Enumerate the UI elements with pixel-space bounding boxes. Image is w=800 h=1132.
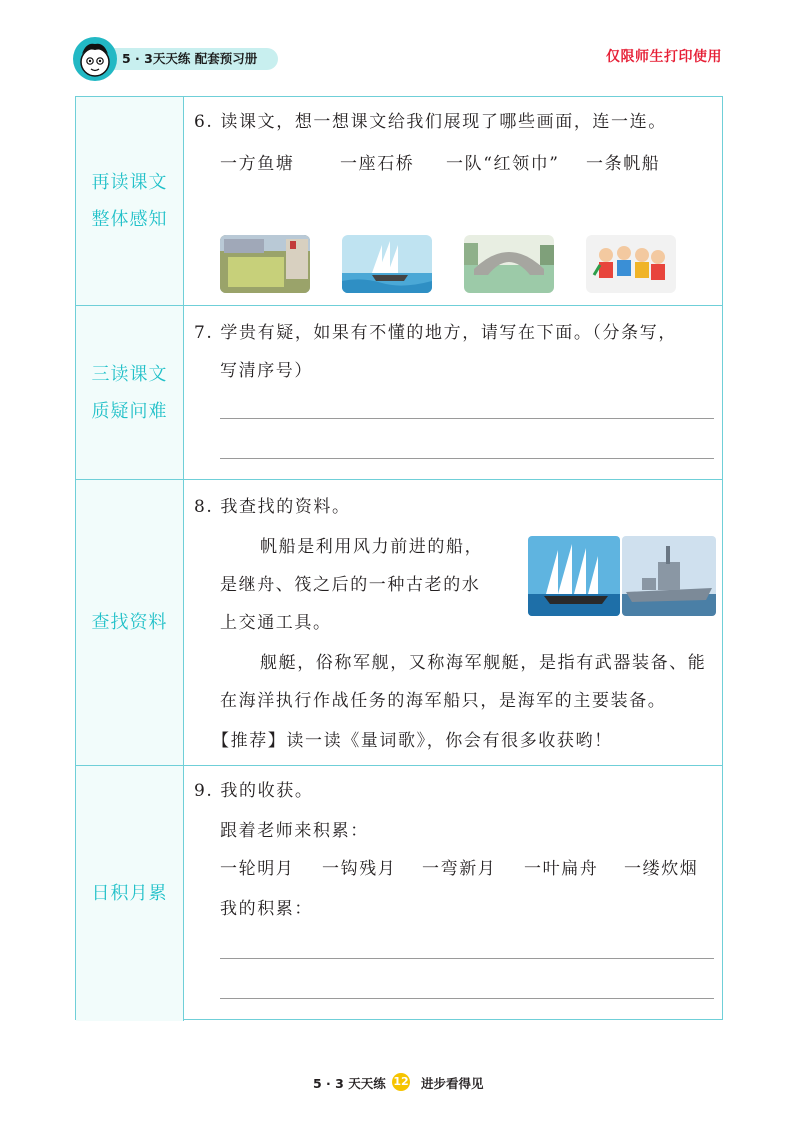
recommendation: 【推荐】读一读《量词歌》，你会有很多收获哟！ <box>212 731 613 751</box>
section-label <box>76 97 184 305</box>
answer-line[interactable] <box>220 958 714 959</box>
phrase-item: 一队“红领巾” <box>446 154 560 174</box>
phrase-item: 一轮明月 <box>220 859 295 879</box>
phrase-item: 一座石桥 <box>340 154 415 174</box>
section-7 <box>76 305 722 479</box>
label-line: 质疑问难 <box>91 400 168 422</box>
answer-line[interactable] <box>220 998 714 999</box>
question-9: 9. 我的收获。 <box>194 781 314 801</box>
phrase-item: 一条帆船 <box>586 154 661 174</box>
children-group-picture[interactable] <box>586 235 676 293</box>
fish-pond-picture[interactable] <box>220 235 310 293</box>
section-content <box>184 97 722 305</box>
phrase-item: 一方鱼塘 <box>220 154 295 174</box>
question-6: 6. 读课文，想一想课文给我们展现了哪些画面，连一连。 <box>194 112 667 132</box>
warship-photo[interactable] <box>622 536 716 616</box>
section-content <box>184 306 722 479</box>
sailing-ship-photo[interactable] <box>528 536 620 616</box>
paragraph-line: 上交通工具。 <box>220 613 332 633</box>
section-9 <box>76 765 722 1021</box>
label-line: 再读课文 <box>91 172 168 193</box>
page-footer <box>0 1072 800 1096</box>
section-8 <box>76 479 722 765</box>
phrase-item: 一叶扁舟 <box>524 859 599 879</box>
print-notice: 仅限师生打印使用 <box>606 49 722 65</box>
mascot-icon <box>72 36 118 82</box>
footer-series: 5 · 3 天天练 <box>313 1076 386 1091</box>
label-line: 日积月累 <box>91 883 168 904</box>
series-badge: 5 · 3天天练 配套预习册 <box>100 48 278 70</box>
stone-bridge-picture[interactable] <box>464 235 554 293</box>
paragraph-line: 在海洋执行作战任务的海军船只，是海军的主要装备。 <box>220 691 667 711</box>
page-number: 12 <box>392 1073 410 1091</box>
phrase-item: 一钩残月 <box>322 859 397 879</box>
section-6 <box>76 97 722 305</box>
section-label <box>76 766 184 1021</box>
phrase-item: 一弯新月 <box>422 859 497 879</box>
label-line: 查找资料 <box>91 612 168 633</box>
section-label <box>76 306 184 479</box>
page-header <box>0 0 800 90</box>
accumulate-intro: 跟着老师来积累： <box>220 821 369 841</box>
sailing-ship-picture[interactable] <box>342 235 432 293</box>
answer-line[interactable] <box>220 418 714 419</box>
label-line: 三读课文 <box>91 363 168 385</box>
phrase-item: 一缕炊烟 <box>624 859 699 879</box>
section-label <box>76 480 184 765</box>
worksheet-table <box>75 96 723 1020</box>
paragraph-line: 帆船是利用风力前进的船， <box>260 537 484 557</box>
question-7: 7. 学贵有疑，如果有不懂的地方，请写在下面。（分条写， <box>194 323 677 343</box>
paragraph-line: 是继舟、筏之后的一种古老的水 <box>220 575 481 595</box>
question-7-cont: 写清序号） <box>220 361 313 381</box>
section-content <box>184 480 722 765</box>
my-accumulate-label: 我的积累： <box>220 899 313 919</box>
section-content <box>184 766 722 1021</box>
footer-slogan: 进步看得见 <box>421 1076 484 1091</box>
label-line: 整体感知 <box>91 209 168 230</box>
question-8: 8. 我查找的资料。 <box>194 497 351 517</box>
paragraph-line: 舰艇，俗称军舰，又称海军舰艇，是指有武器装备、能 <box>260 653 707 673</box>
answer-line[interactable] <box>220 458 714 459</box>
